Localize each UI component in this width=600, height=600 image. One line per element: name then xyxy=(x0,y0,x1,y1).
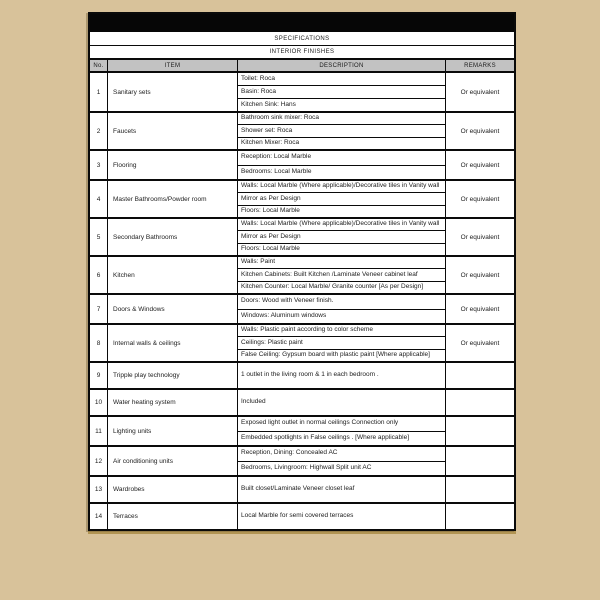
row-no: 7 xyxy=(90,295,108,323)
description-line: Kitchen Counter: Local Marble/ Granite counter [As per Design] xyxy=(241,282,424,290)
table-row xyxy=(90,293,514,323)
description-line: Walls: Plastic paint according to color scheme xyxy=(238,325,445,337)
row-item: Kitchen xyxy=(108,257,238,293)
description-stack xyxy=(238,113,446,149)
row-remarks: Or equivalent xyxy=(460,305,500,313)
description-line: Local Marble for semi covered terraces xyxy=(241,512,354,520)
table-row xyxy=(90,111,514,149)
row-remarks: Or equivalent xyxy=(460,161,500,169)
description-line: Mirror as Per Design xyxy=(238,193,445,205)
row-no: 14 xyxy=(90,504,108,529)
row-remarks: Or equivalent xyxy=(460,271,500,279)
column-header-remarks: REMARKS xyxy=(464,62,496,69)
description-line: False Ceiling: Gypsum board with plastic paint [Where applicable] xyxy=(241,350,430,358)
row-item: Faucets xyxy=(108,113,238,149)
row-no: 10 xyxy=(90,390,108,415)
description-line: Shower set: Roca xyxy=(238,125,445,137)
row-remarks xyxy=(446,390,514,415)
row-no: 6 xyxy=(90,257,108,293)
row-item: Air conditioning units xyxy=(108,447,238,475)
description-line: Kitchen Cabinets: Built Kitchen /Laminate Veneer cabinet leaf xyxy=(238,269,445,281)
row-remarks xyxy=(446,447,514,475)
description-stack xyxy=(238,477,446,502)
row-remarks xyxy=(446,417,514,445)
description-line: Basin: Roca xyxy=(238,86,445,99)
description-line: Walls: Local Marble (Where applicable)/Decorative tiles in Vanity wall xyxy=(238,219,445,231)
description-line: Built closet/Laminate Veneer closet leaf xyxy=(241,485,355,493)
row-no: 11 xyxy=(90,417,108,445)
column-header-item: ITEM xyxy=(108,60,238,71)
table-row xyxy=(90,255,514,293)
row-item: Water heating system xyxy=(108,390,238,415)
table-row xyxy=(90,475,514,502)
table-body xyxy=(90,73,514,529)
row-item: Internal walls & ceilings xyxy=(108,325,238,361)
description-line: Exposed light outlet in normal ceilings Connection only xyxy=(238,417,445,432)
row-no: 1 xyxy=(90,73,108,111)
description-line: Floors: Local Marble xyxy=(241,244,300,252)
description-line: Bedrooms, Livingroom: Highwall Split unit AC xyxy=(241,463,372,471)
table-row xyxy=(90,445,514,475)
table-row xyxy=(90,415,514,445)
row-remarks: Or equivalent xyxy=(460,88,500,96)
description-line: Embedded spotlights in False ceilings . [Where applicable] xyxy=(241,433,410,441)
description-line: Walls: Local Marble (Where applicable)/Decorative tiles in Vanity wall xyxy=(238,181,445,193)
row-remarks: Or equivalent xyxy=(460,339,500,347)
row-remarks xyxy=(446,504,514,529)
description-stack xyxy=(238,257,446,293)
description-stack xyxy=(238,390,446,415)
description-line: Bathroom sink mixer: Roca xyxy=(238,113,445,125)
table-row xyxy=(90,323,514,361)
row-no: 5 xyxy=(90,219,108,255)
description-line: 1 outlet in the living room & 1 in each bedroom . xyxy=(241,371,379,379)
row-no: 4 xyxy=(90,181,108,217)
description-line: Doors: Wood with Veneer finish. xyxy=(238,295,445,310)
table-row xyxy=(90,217,514,255)
description-line: Walls: Paint xyxy=(238,257,445,269)
description-line: Included xyxy=(241,398,266,406)
description-line: Windows: Aluminum windows xyxy=(241,311,327,319)
section-title: INTERIOR FINISHES xyxy=(90,46,514,60)
table-row xyxy=(90,179,514,217)
row-no: 8 xyxy=(90,325,108,361)
row-remarks: Or equivalent xyxy=(460,233,500,241)
description-line: Ceilings: Plastic paint xyxy=(238,337,445,349)
row-item: Terraces xyxy=(108,504,238,529)
description-stack xyxy=(238,181,446,217)
description-stack xyxy=(238,325,446,361)
description-line: Floors: Local Marble xyxy=(241,206,300,214)
row-remarks xyxy=(446,477,514,502)
description-stack xyxy=(238,417,446,445)
description-line: Kitchen Sink: Hans xyxy=(241,100,296,108)
row-item: Secondary Bathrooms xyxy=(108,219,238,255)
description-stack xyxy=(238,447,446,475)
row-item: Doors & Windows xyxy=(108,295,238,323)
description-line: Mirror as Per Design xyxy=(238,231,445,243)
document-title: SPECIFICATIONS xyxy=(90,32,514,46)
table-header-row xyxy=(90,60,514,73)
description-line: Kitchen Mixer: Roca xyxy=(241,138,300,146)
row-no: 2 xyxy=(90,113,108,149)
row-no: 12 xyxy=(90,447,108,475)
row-remarks: Or equivalent xyxy=(460,127,500,135)
row-item: Sanitary sets xyxy=(108,73,238,111)
description-stack xyxy=(238,73,446,111)
description-stack xyxy=(238,363,446,388)
description-stack xyxy=(238,219,446,255)
row-item: Master Bathrooms/Powder room xyxy=(108,181,238,217)
document-top-bar xyxy=(90,14,514,32)
row-remarks xyxy=(446,363,514,388)
row-item: Wardrobes xyxy=(108,477,238,502)
row-item: Flooring xyxy=(108,151,238,179)
description-line: Toilet: Roca xyxy=(238,73,445,86)
description-line: Reception: Local Marble xyxy=(238,151,445,166)
row-no: 3 xyxy=(90,151,108,179)
description-line: Bedrooms: Local Marble xyxy=(241,167,312,175)
description-line: Reception, Dining: Concealed AC xyxy=(238,447,445,462)
table-row xyxy=(90,73,514,111)
row-item: Tripple play technology xyxy=(108,363,238,388)
table-row xyxy=(90,361,514,388)
description-stack xyxy=(238,151,446,179)
row-no: 13 xyxy=(90,477,108,502)
row-remarks: Or equivalent xyxy=(460,195,500,203)
specifications-document xyxy=(88,12,516,531)
row-item: Lighting units xyxy=(108,417,238,445)
table-row xyxy=(90,149,514,179)
row-no: 9 xyxy=(90,363,108,388)
description-stack xyxy=(238,504,446,529)
table-row xyxy=(90,502,514,529)
column-header-description: DESCRIPTION xyxy=(238,60,446,71)
table-row xyxy=(90,388,514,415)
column-header-no: No. xyxy=(90,60,108,71)
description-stack xyxy=(238,295,446,323)
